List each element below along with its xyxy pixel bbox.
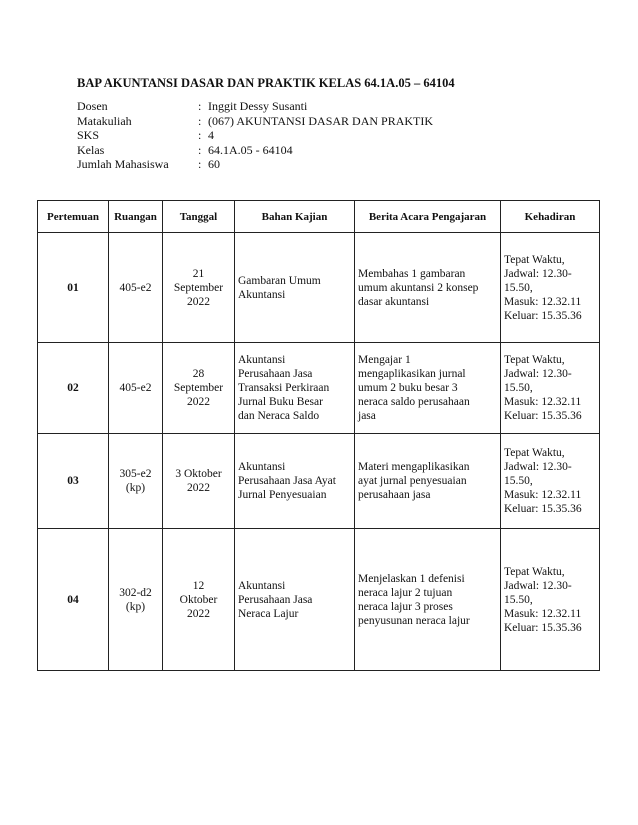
cell-kehadiran-line: Masuk: 12.32.11 (504, 396, 582, 408)
info-row-sks (77, 128, 433, 143)
cell-ruangan-line: 405-e2 (119, 382, 152, 394)
bap-table (37, 200, 600, 671)
cell-ruangan (109, 233, 163, 343)
cell-berita-acara (355, 434, 501, 529)
cell-bahan-kajian-line: Perusahaan Jasa Ayat (238, 475, 336, 487)
document-title: BAP AKUNTANSI DASAR DAN PRAKTIK KELAS 64.1A.05 – 64104 (77, 76, 455, 90)
cell-kehadiran-line: 15.50, (504, 593, 533, 606)
info-colon: : (198, 157, 202, 171)
info-value: 60 (208, 157, 220, 171)
cell-kehadiran-line: Jadwal: 12.30- (504, 368, 572, 380)
cell-berita-acara-line: neraca lajur 2 tujuan (358, 586, 453, 599)
cell-berita-acara-line: mengaplikasikan jurnal (358, 368, 466, 380)
cell-berita-acara-line: dasar akuntansi (358, 295, 430, 308)
cell-berita-acara-line: umum 2 buku besar 3 (358, 382, 458, 394)
cell-berita-acara-line: penyusunan neraca lajur (358, 614, 470, 627)
cell-bahan-kajian-line: Perusahaan Jasa (238, 368, 313, 380)
info-value: 4 (208, 128, 214, 142)
info-row-matakuliah (77, 114, 433, 129)
cell-kehadiran-line: 15.50, (504, 382, 533, 394)
cell-kehadiran-line: Tepat Waktu, (504, 565, 565, 578)
info-label: Matakuliah (77, 113, 132, 128)
info-colon: : (198, 142, 202, 157)
table-row (38, 529, 600, 671)
cell-ruangan (109, 434, 163, 529)
info-row-jumlah-mahasiswa (77, 157, 433, 172)
cell-pertemuan (38, 434, 109, 529)
cell-ruangan-line: 302-d2 (119, 586, 152, 599)
cell-bahan-kajian-line: Gambaran Umum (238, 274, 321, 287)
cell-berita-acara (355, 233, 501, 343)
cell-ruangan (109, 343, 163, 434)
cell-pertemuan (38, 343, 109, 434)
cell-kehadiran-line: Jadwal: 12.30- (504, 579, 572, 592)
cell-kehadiran (501, 529, 600, 671)
cell-bahan-kajian (235, 529, 355, 671)
cell-tanggal-line: 2022 (187, 607, 210, 620)
table-header-row (38, 201, 600, 233)
info-colon: : (198, 113, 202, 128)
info-value: (067) AKUNTANSI DASAR DAN PRAKTIK (208, 113, 434, 128)
cell-tanggal-line: 2022 (187, 482, 210, 494)
cell-kehadiran-line: 15.50, (504, 475, 533, 487)
cell-bahan-kajian-line: Jurnal Buku Besar (238, 396, 323, 408)
cell-tanggal-line: 12 (192, 579, 205, 592)
info-value: 64.1A.05 - 64104 (208, 142, 293, 157)
header-berita-acara: Berita Acara Pengajaran (355, 201, 501, 233)
info-label: Dosen (77, 99, 108, 113)
cell-berita-acara-line: neraca saldo perusahaan (358, 396, 470, 408)
cell-bahan-kajian-line: Jurnal Penyesuaian (238, 489, 327, 501)
cell-bahan-kajian-line: Akuntansi (238, 461, 286, 473)
cell-ruangan (109, 529, 163, 671)
cell-kehadiran (501, 434, 600, 529)
cell-berita-acara-line: jasa (358, 410, 376, 422)
cell-kehadiran-line: Jadwal: 12.30- (504, 461, 572, 473)
cell-kehadiran-line: Masuk: 12.32.11 (504, 295, 582, 308)
cell-bahan-kajian (235, 434, 355, 529)
cell-bahan-kajian-line: Neraca Lajur (238, 607, 299, 620)
cell-pertemuan (38, 529, 109, 671)
cell-kehadiran (501, 343, 600, 434)
cell-tanggal-line: 3 Oktober (175, 468, 222, 480)
cell-kehadiran-line: Jadwal: 12.30- (504, 267, 572, 280)
cell-kehadiran-line: Tepat Waktu, (504, 253, 565, 266)
cell-berita-acara-line: Menjelaskan 1 defenisi (358, 572, 465, 585)
cell-berita-acara-line: ayat jurnal penyesuaian (358, 475, 467, 487)
cell-berita-acara-line: perusahaan jasa (358, 489, 431, 501)
cell-pertemuan-text: 01 (67, 281, 79, 294)
cell-bahan-kajian-line: Akuntansi (238, 354, 286, 366)
header-ruangan: Ruangan (109, 201, 163, 233)
cell-kehadiran-line: Masuk: 12.32.11 (504, 489, 582, 501)
cell-kehadiran-line: Keluar: 15.35.36 (504, 309, 582, 322)
cell-ruangan-line: 405-e2 (119, 281, 152, 294)
cell-bahan-kajian-line: Akuntansi (238, 288, 286, 301)
cell-pertemuan-text: 04 (67, 593, 79, 606)
cell-tanggal-line: 28 (192, 368, 205, 380)
cell-ruangan-line: (kp) (125, 482, 146, 494)
cell-berita-acara-line: Mengajar 1 (358, 354, 411, 366)
cell-berita-acara-line: Materi mengaplikasikan (358, 461, 470, 473)
cell-kehadiran-line: Tepat Waktu, (504, 447, 565, 459)
header-pertemuan: Pertemuan (38, 201, 109, 233)
info-label: Kelas (77, 142, 105, 157)
cell-bahan-kajian (235, 343, 355, 434)
cell-pertemuan-text: 03 (67, 475, 79, 487)
cell-berita-acara (355, 529, 501, 671)
cell-tanggal (163, 343, 235, 434)
cell-tanggal (163, 434, 235, 529)
cell-tanggal (163, 233, 235, 343)
cell-tanggal (163, 529, 235, 671)
header-kehadiran: Kehadiran (501, 201, 600, 233)
info-value: Inggit Dessy Susanti (208, 99, 308, 113)
cell-kehadiran-line: Keluar: 15.35.36 (504, 503, 582, 515)
cell-berita-acara (355, 343, 501, 434)
cell-pertemuan (38, 233, 109, 343)
cell-bahan-kajian (235, 233, 355, 343)
info-row-dosen (77, 99, 433, 114)
table-row (38, 343, 600, 434)
cell-kehadiran-line: Keluar: 15.35.36 (504, 621, 582, 634)
cell-tanggal-line: 21 (192, 267, 205, 280)
info-colon: : (198, 99, 202, 113)
info-row-kelas (77, 143, 433, 158)
table-body (38, 233, 600, 671)
cell-bahan-kajian-line: dan Neraca Saldo (238, 410, 320, 422)
header-tanggal: Tanggal (163, 201, 235, 233)
cell-bahan-kajian-line: Transaksi Perkiraan (238, 382, 330, 394)
cell-berita-acara-line: umum akuntansi 2 konsep (358, 281, 479, 294)
cell-kehadiran-line: Masuk: 12.32.11 (504, 607, 582, 620)
info-label: SKS (77, 128, 100, 142)
cell-tanggal-line: Oktober (179, 593, 218, 606)
cell-ruangan-line: (kp) (125, 600, 146, 613)
cell-ruangan-line: 305-e2 (119, 468, 152, 480)
cell-kehadiran-line: Keluar: 15.35.36 (504, 410, 582, 422)
cell-kehadiran (501, 233, 600, 343)
cell-pertemuan-text: 02 (67, 382, 79, 394)
cell-tanggal-line: September (173, 281, 224, 294)
header-bahan-kajian: Bahan Kajian (235, 201, 355, 233)
cell-tanggal-line: 2022 (187, 295, 210, 308)
cell-berita-acara-line: neraca lajur 3 proses (358, 600, 453, 613)
course-info (77, 99, 433, 172)
table-row (38, 233, 600, 343)
cell-bahan-kajian-line: Perusahaan Jasa (238, 593, 313, 606)
cell-tanggal-line: September (173, 382, 224, 394)
cell-kehadiran-line: 15.50, (504, 281, 533, 294)
cell-tanggal-line: 2022 (187, 396, 210, 408)
info-colon: : (198, 128, 202, 142)
info-label: Jumlah Mahasiswa (77, 157, 169, 171)
cell-berita-acara-line: Membahas 1 gambaran (358, 267, 466, 280)
table-row (38, 434, 600, 529)
cell-kehadiran-line: Tepat Waktu, (504, 354, 565, 366)
cell-bahan-kajian-line: Akuntansi (238, 579, 286, 592)
